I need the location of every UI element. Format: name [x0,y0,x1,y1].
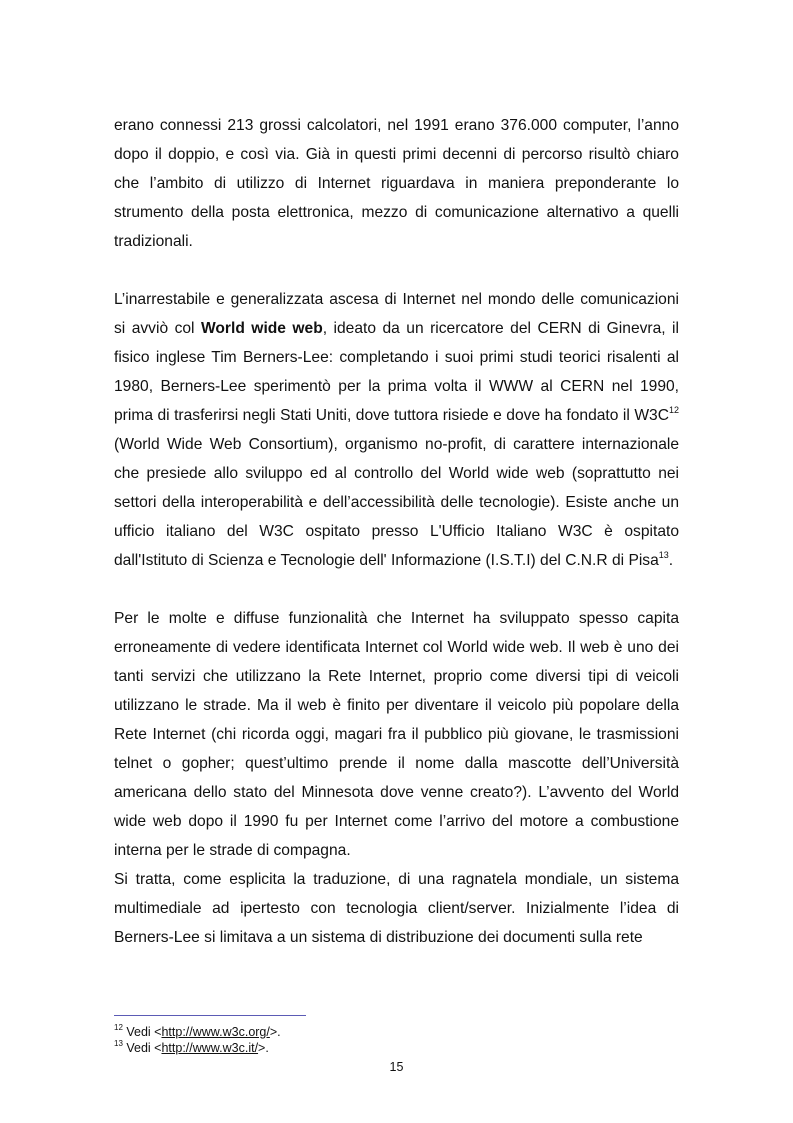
paragraph-2-end: . [668,552,674,569]
footnote-separator [114,1015,306,1016]
paragraph-3: Per le molte e diffuse funzionalità che Internet ha sviluppato spesso capita erroneamente di vedere identificata Internet col World wide web. Il web è uno dei tanti servizi che utilizzano la Rete Internet, proprio come diversi tipi di veicoli utilizzano le strade. Ma il web è finito per diventare il veicolo più popolare della Rete Internet (chi ricorda oggi, magari fra il pubblico più giovane, le trasmissioni telnet o gopher; quest’ultimo prende il nome dalla mascotte dell’Università americana dello stato del Minnesota dove venne creato?). L’avvento del World wide web dopo il 1990 fu per Internet come l’arrivo del motore a combustione interna per le strade di compagna. [114,610,679,859]
paragraph-spacer [114,575,679,604]
footnote-13 [114,1040,674,1056]
world-wide-web-term: World wide web [200,320,323,337]
footnote-prefix: Vedi < [122,1025,162,1039]
footnote-prefix: Vedi < [122,1041,162,1055]
footnote-number: 13 [114,1038,123,1048]
paragraph-2-after-ref: (World Wide Web Consortium), organismo no-profit, di carattere internazionale che presiede allo sviluppo ed al controllo del World wide web (soprattutto nei settori della interoperabilità e dell’accessibilità delle tecnologie). Esiste anche un ufficio italiano del W3C ospitato presso L'Ufficio Italiano W3C è ospitato dall'Istituto di Scienza e Tecnologie dell' Informazione (I.S.T.I) del C.N.R di Pisa [114,436,679,569]
paragraph-2-middle: , ideato da un ricercatore del CERN di Ginevra, il fisico inglese Tim Berners-Lee: completando i suoi primi studi teorici risalenti al 1980, Berners-Lee sperimentò per la prima volta il WWW al CERN nel 1990, prima di trasferirsi negli Stati Uniti, dove tuttora risiede e dove ha fondato il W3C [114,320,679,424]
footnote-number: 12 [114,1022,123,1032]
paragraph-1: erano connessi 213 grossi calcolatori, nel 1991 erano 376.000 computer, l’anno dopo il doppio, e così via. Già in questi primi decenni di percorso risultò chiaro che l’ambito di utilizzo di Internet riguardava in maniera preponderante lo strumento della posta elettronica, mezzo di comunicazione alternativo a quelli tradizionali. [114,117,679,250]
paragraph-2-intro: L’inarrestabile e generalizzata ascesa di Internet nel mondo delle comunicazioni si avviò col [114,291,679,337]
footnote-ref-12[interactable]: 12 [668,404,679,415]
footnote-12 [114,1024,674,1040]
footnote-ref-13[interactable]: 13 [658,549,669,560]
footnote-suffix: >. [269,1025,281,1039]
paragraph-4: Si tratta, come esplicita la traduzione, di una ragnatela mondiale, un sistema multimediale ad ipertesto con tecnologia client/server. Inizialmente l’idea di Berners-Lee si limitava a un sistema di distribuzione dei documenti sulla rete [114,871,679,946]
footnote-suffix: >. [258,1041,269,1055]
footnote-link-w3c-org[interactable]: http://www.w3c.org/ [161,1025,270,1039]
body-text [114,111,679,952]
footnote-link-w3c-it[interactable]: http://www.w3c.it/ [161,1041,259,1055]
page-number: 15 [389,1060,404,1074]
paragraph-2 [114,285,679,575]
footnotes [114,1024,674,1056]
paragraph-spacer [114,256,679,285]
